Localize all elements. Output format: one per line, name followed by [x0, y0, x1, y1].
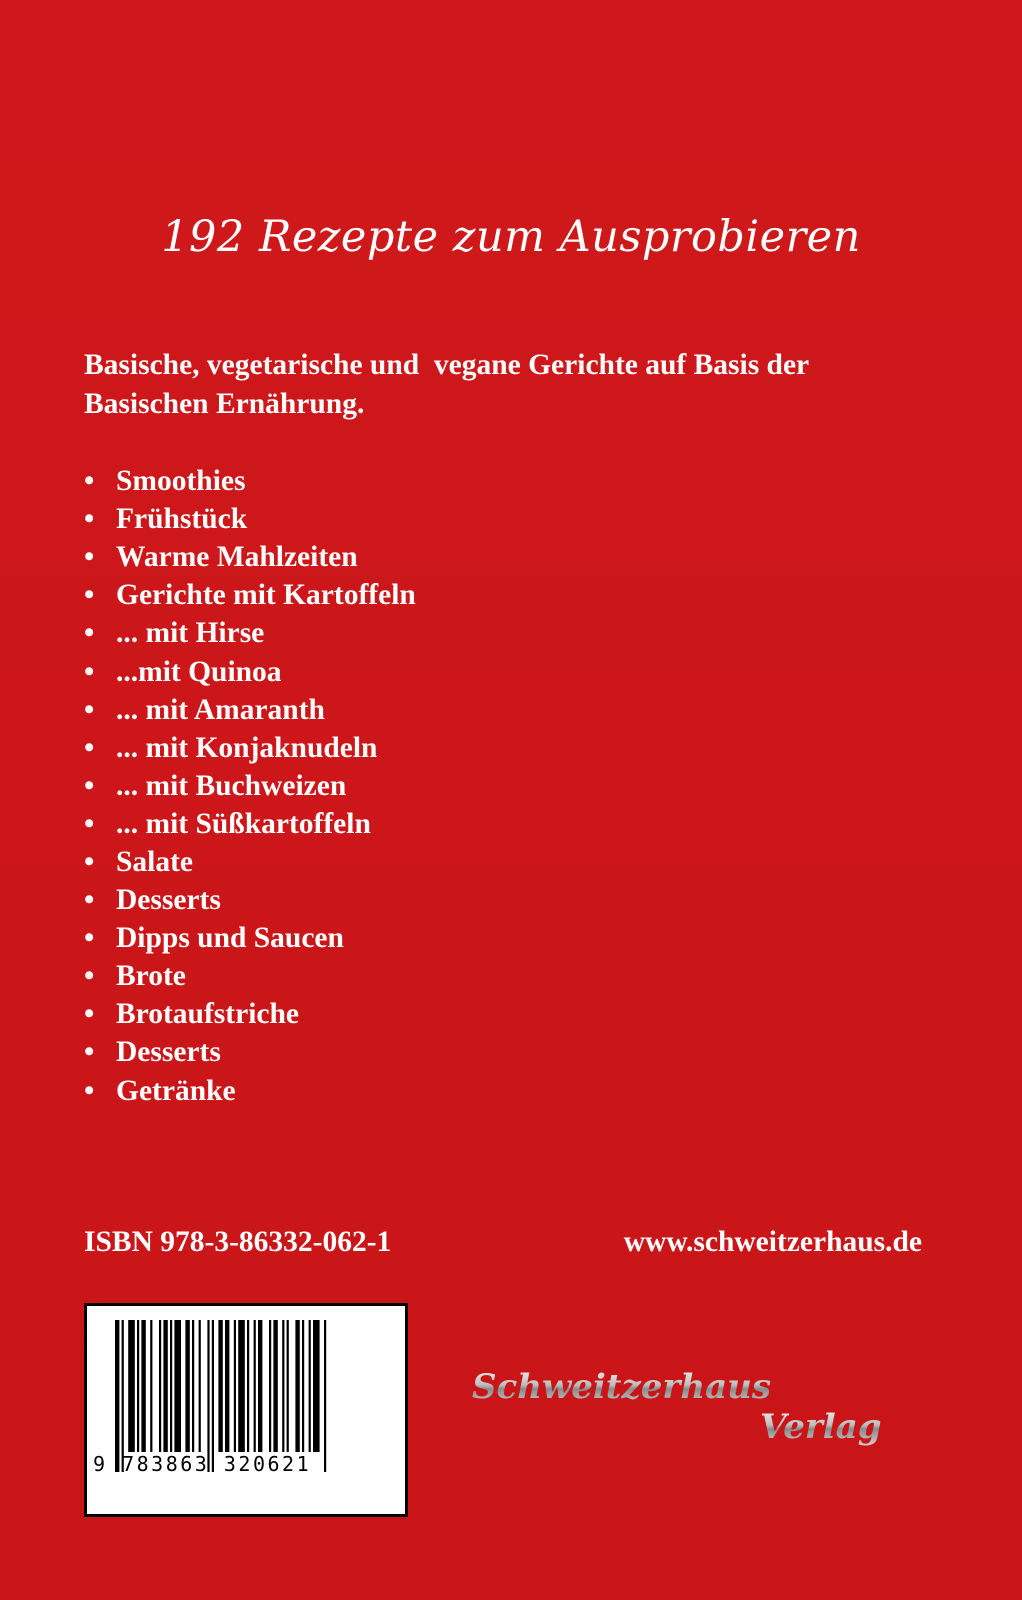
barcode-bar	[150, 1320, 152, 1452]
list-item-label: Brote	[116, 960, 186, 993]
bullet-icon: •	[84, 617, 95, 650]
bullet-icon: •	[84, 1074, 95, 1107]
barcode-bar	[282, 1320, 284, 1452]
barcode-bar	[287, 1320, 289, 1452]
barcode-bar	[115, 1320, 119, 1472]
barcode-bar	[309, 1320, 311, 1452]
list-item-label: ... mit Konjaknudeln	[116, 731, 378, 764]
barcode-digits: 9 783863 320621	[93, 1452, 312, 1476]
list-item-label: Smoothies	[116, 465, 246, 498]
list-item-label: Frühstück	[116, 503, 248, 536]
barcode-bars-icon	[87, 1306, 405, 1514]
bullet-icon: •	[84, 884, 95, 917]
barcode-bar	[324, 1320, 326, 1472]
bullet-icon: •	[84, 998, 95, 1031]
barcode-bar	[159, 1320, 161, 1452]
list-item	[84, 843, 416, 881]
barcode-bar	[258, 1320, 262, 1452]
list-item-label: Salate	[116, 845, 194, 878]
publisher-logo	[472, 1356, 892, 1456]
bullet-icon: •	[84, 465, 95, 498]
bullet-icon: •	[84, 769, 95, 802]
logo-word-2: Verlag	[760, 1407, 882, 1447]
barcode-bar	[212, 1320, 214, 1472]
barcode-bar	[247, 1320, 249, 1452]
list-item	[84, 691, 416, 729]
list-item	[84, 538, 416, 576]
barcode-bar	[141, 1320, 145, 1452]
barcode-bar	[199, 1320, 201, 1452]
bullet-icon: •	[84, 579, 95, 612]
list-item-label: ... mit Hirse	[116, 617, 265, 650]
list-item	[84, 652, 416, 690]
barcode-bar	[192, 1320, 194, 1452]
list-item	[84, 614, 416, 652]
list-item	[84, 805, 416, 843]
list-item-label: ... mit Amaranth	[116, 693, 325, 726]
list-item-label: Brotaufstriche	[116, 998, 299, 1031]
list-item-label: ...mit Quinoa	[116, 655, 282, 688]
list-item-label: Desserts	[116, 1036, 221, 1069]
list-item	[84, 995, 416, 1033]
list-item-label: Warme Mahlzeiten	[116, 541, 358, 574]
list-item	[84, 881, 416, 919]
intro-text: Basische, vegetarische und vegane Gerichte auf Basis der Basischen Ernährung.	[84, 349, 810, 420]
list-item-label: ... mit Buchweizen	[116, 769, 347, 802]
bullet-icon: •	[84, 655, 95, 688]
list-item-label: Gerichte mit Kartoffeln	[116, 579, 416, 612]
barcode-bar	[122, 1320, 124, 1472]
list-item	[84, 1033, 416, 1071]
bullet-icon: •	[84, 845, 95, 878]
barcode-bar	[273, 1320, 277, 1452]
bullet-icon: •	[84, 807, 95, 840]
list-item-label: Desserts	[116, 884, 221, 917]
barcode-bar	[313, 1320, 320, 1452]
list-item	[84, 957, 416, 995]
bullet-icon: •	[84, 1036, 95, 1069]
bullet-icon: •	[84, 693, 95, 726]
list-item	[84, 919, 416, 957]
bullet-icon: •	[84, 541, 95, 574]
barcode-bar	[302, 1320, 304, 1452]
barcode-bar	[238, 1320, 245, 1452]
barcode-bar	[185, 1320, 189, 1452]
bullet-icon: •	[84, 960, 95, 993]
publisher-website: www.schweitzerhaus.de	[623, 1226, 922, 1258]
barcode-bar	[234, 1320, 236, 1452]
list-item	[84, 500, 416, 538]
barcode	[84, 1303, 408, 1517]
isbn-number: ISBN 978-3-86332-062-1	[84, 1226, 392, 1258]
list-item	[84, 576, 416, 614]
barcode-bar	[218, 1320, 222, 1452]
list-item-label: Getränke	[116, 1074, 236, 1107]
barcode-bar	[254, 1320, 256, 1452]
barcode-bar	[207, 1320, 209, 1472]
logo-word-1: Schweitzerhaus	[472, 1367, 771, 1407]
barcode-bar	[295, 1320, 299, 1452]
list-item	[84, 1072, 416, 1110]
barcode-bar	[137, 1320, 139, 1452]
recipe-category-list	[84, 462, 416, 1110]
list-item	[84, 767, 416, 805]
barcode-bar	[225, 1320, 229, 1452]
list-item-label: Dipps und Saucen	[116, 922, 344, 955]
list-item-label: ... mit Süßkartoffeln	[116, 807, 371, 840]
bullet-icon: •	[84, 503, 95, 536]
cover-headline: 192 Rezepte zum Ausprobieren	[161, 212, 861, 262]
list-item	[84, 729, 416, 767]
bullet-icon: •	[84, 731, 95, 764]
barcode-bar	[163, 1320, 167, 1452]
barcode-bar	[170, 1320, 172, 1452]
list-item	[84, 462, 416, 500]
barcode-bar	[128, 1320, 135, 1452]
barcode-bar	[269, 1320, 271, 1452]
bullet-icon: •	[84, 922, 95, 955]
barcode-bar	[174, 1320, 181, 1452]
